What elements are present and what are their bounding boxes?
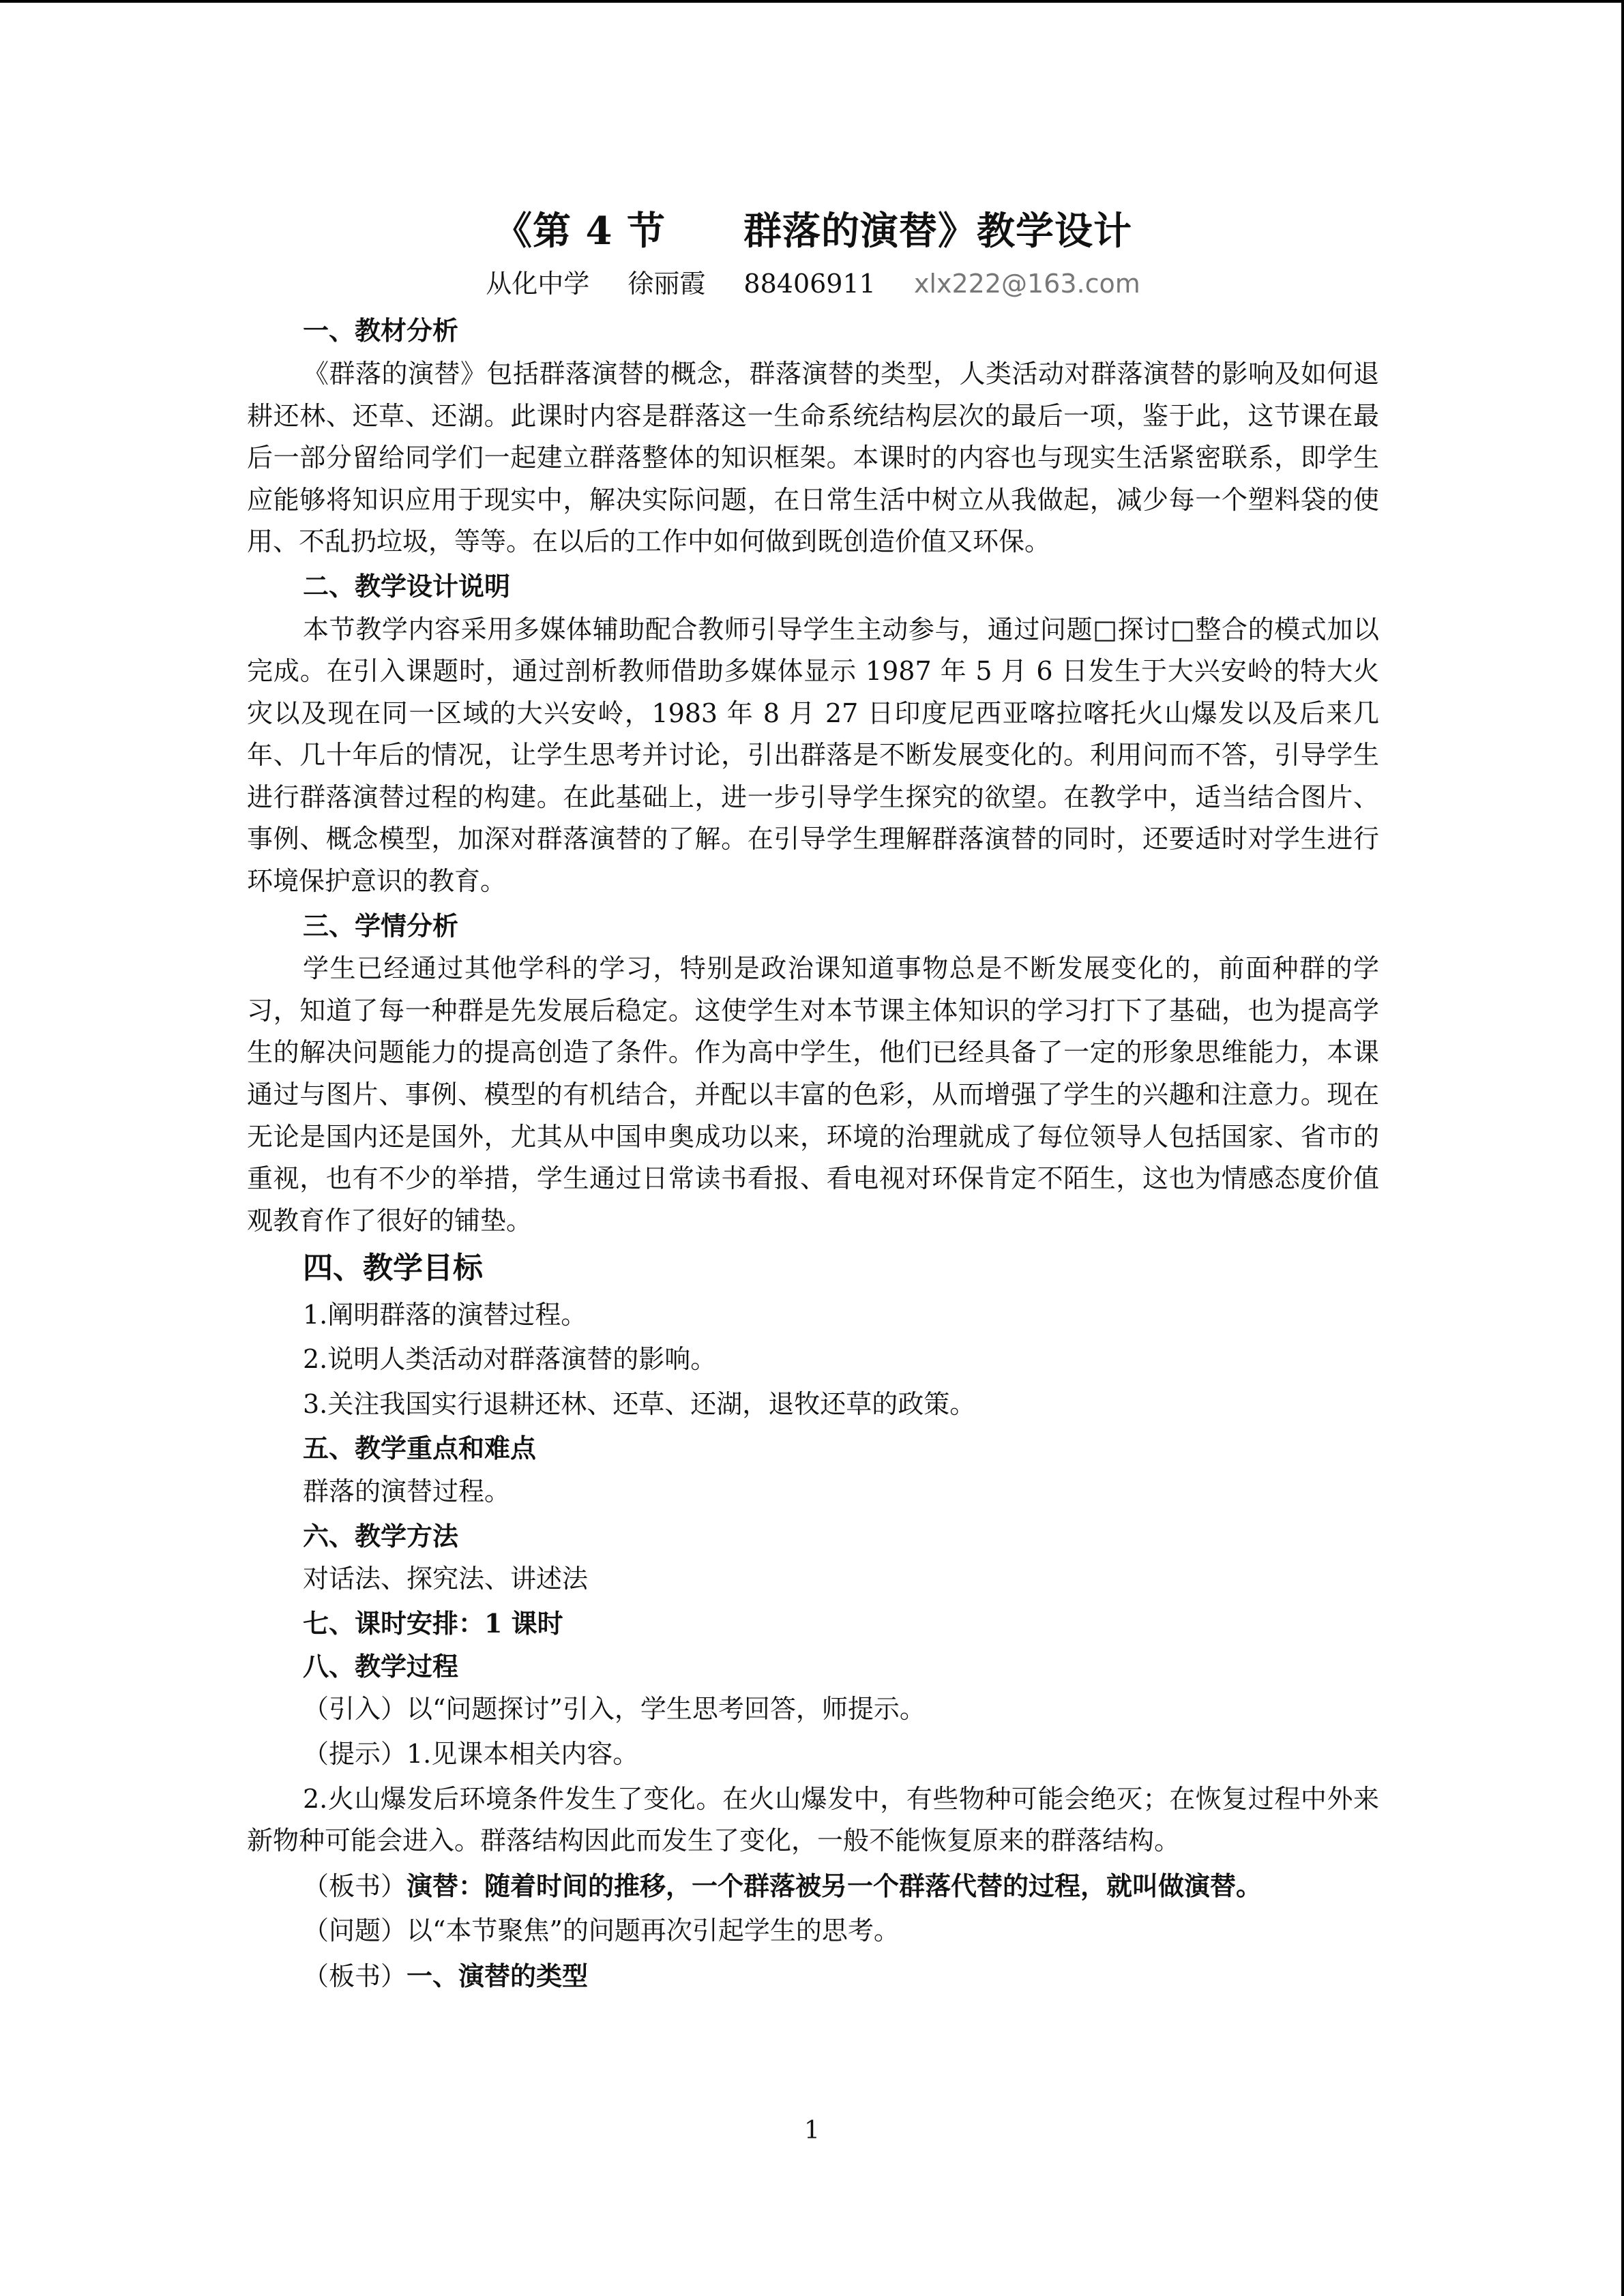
document-title: 《第 4 节 群落的演替》教学设计 <box>494 209 1132 254</box>
section-text-5: 群落的演替过程。 <box>303 1476 511 1506</box>
section-text-2: 本节教学内容采用多媒体辅助配合教师引导学生主动参与，通过问题□探讨□整合的模式加以完成。在引入课题时，通过剖析教师借助多媒体显示 1987 年 5 月 6 日发生于大兴安岭的特大火灾以及现在同一区域的大兴安岭，1983 年 8 月 27 日印度尼西亚喀拉喀托火山爆发以及后来几年、几十年后的情况，让学生思考并讨论，引出群落是不断发展变化的。利用问而不答，引导学生进行群落演替过程的构建。在此基础上，进一步引导学生探究的欲望。在教学中，适当结合图片、事例、概念模型，加深对群落演替的了解。在引导学生理解群落演替的同时，还要适时对学生进行环境保护意识的教育。 <box>247 614 1379 896</box>
board-note-definition: 演替：随着时间的推移，一个群落被另一个群落代替的过程，就叫做演替。 <box>407 1870 1263 1901</box>
author-email: xlx222@163.com <box>913 269 1140 299</box>
page-right-border <box>1621 0 1624 2296</box>
author-school: 从化中学 <box>486 269 590 299</box>
section-heading-1: 一、教材分析 <box>303 315 459 346</box>
process-hint: （提示）1.见课本相关内容。 <box>303 1739 639 1770</box>
page-number: 1 <box>804 2117 820 2145</box>
section-heading-7: 七、课时安排：1 课时 <box>303 1607 563 1639</box>
section-heading-8: 八、教学过程 <box>303 1650 459 1682</box>
board-note-1 <box>247 1865 1379 1908</box>
section-text-3: 学生已经通过其他学科的学习，特别是政治课知道事物总是不断发展变化的，前面种群的学习，知道了每一种群是先发展后稳定。这使学生对本节课主体知识的学习打下了基础，也为提高学生的解决问题能力的提高创造了条件。作为高中学生，他们已经具备了一定的形象思维能力，本课通过与图片、事例、模型的有机结合，并配以丰富的色彩，从而增强了学生的兴趣和注意力。现在无论是国内还是国外，尤其从中国申奥成功以来，环境的治理就成了每位领导人包括国家、省市的重视，也有不少的举措，学生通过日常读书看报、看电视对环保肯定不陌生，这也为情感态度价值观教育作了很好的铺垫。 <box>247 953 1379 1236</box>
document-page <box>247 205 1379 2000</box>
objective-item: 2.说明人类活动对群落演替的影响。 <box>303 1344 717 1375</box>
page-top-border <box>0 0 1624 3</box>
process-question: （问题）以“本节聚焦”的问题再次引起学生的思考。 <box>303 1915 900 1946</box>
process-point-2: 2.火山爆发后环境条件发生了变化。在火山爆发中，有些物种可能会绝灭；在恢复过程中外来新物种可能会进入。群落结构因此而发生了变化，一般不能恢复原来的群落结构。 <box>247 1783 1379 1856</box>
board-note-prefix: （板书） <box>303 1960 407 1991</box>
author-phone: 88406911 <box>743 269 876 299</box>
objective-item: 1.阐明群落的演替过程。 <box>303 1299 587 1330</box>
section-heading-2: 二、教学设计说明 <box>303 570 511 601</box>
section-heading-5: 五、教学重点和难点 <box>303 1433 537 1464</box>
section-text-6: 对话法、探究法、讲述法 <box>303 1564 589 1594</box>
author-line <box>247 265 1379 303</box>
author-name: 徐丽霞 <box>628 269 706 299</box>
board-note-prefix: （板书） <box>303 1870 407 1901</box>
board-note-heading: 一、演替的类型 <box>407 1960 589 1991</box>
board-note-2 <box>247 1955 1379 1998</box>
objective-item: 3.关注我国实行退耕还林、还草、还湖，退牧还草的政策。 <box>303 1388 976 1419</box>
section-heading-6: 六、教学方法 <box>303 1520 459 1551</box>
section-heading-3: 三、学情分析 <box>303 910 459 941</box>
section-text-1: 《群落的演替》包括群落演替的概念，群落演替的类型，人类活动对群落演替的影响及如何退耕还林、还草、还湖。此课时内容是群落这一生命系统结构层次的最后一项，鉴于此，这节课在最后一部分留给同学们一起建立群落整体的知识框架。本课时的内容也与现实生活紧密联系，即学生应能够将知识应用于现实中，解决实际问题，在日常生活中树立从我做起，减少每一个塑料袋的使用、不乱扔垃圾，等等。在以后的工作中如何做到既创造价值又环保。 <box>247 359 1379 557</box>
section-heading-4: 四、教学目标 <box>303 1251 483 1286</box>
process-intro: （引入）以“问题探讨”引入，学生思考回答，师提示。 <box>303 1694 926 1725</box>
